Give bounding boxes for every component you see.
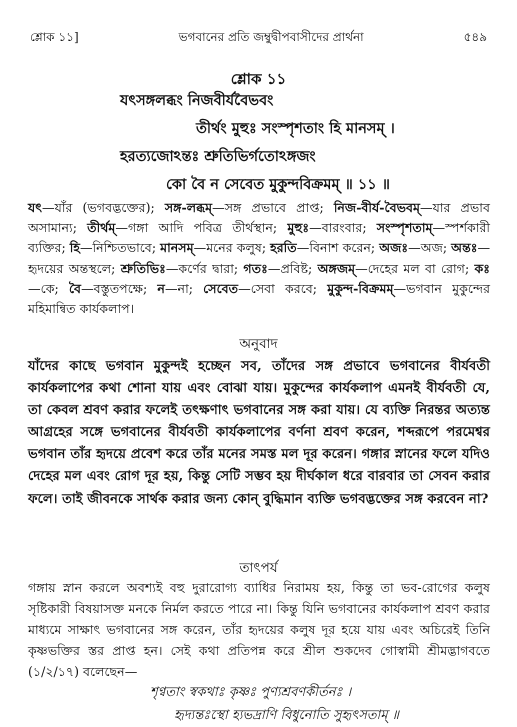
synonym-term: মুকুন্দ-বিক্রমম্ (327, 280, 394, 296)
running-header (30, 30, 487, 48)
synonym-term: বৈ (68, 280, 82, 296)
synonym-term: কঃ (474, 260, 491, 276)
synonym-term: অজঃ (379, 240, 409, 256)
synonym-meaning: অজ (420, 240, 443, 256)
synonym-term: অঙ্গজম্ (317, 260, 356, 276)
synonym-meaning: সেবা করবে (250, 280, 313, 296)
verse-number: শ্লোক ১১ (230, 70, 287, 88)
synonym-meaning: বস্তুতপক্ষে (93, 280, 143, 296)
synonym-meaning: হৃদয়ের অন্তস্থলে (28, 260, 112, 276)
synonym-term: সংস্পৃশতাম্ (376, 220, 433, 236)
synonym-term: নিজ-বীর্য-বৈভবম্ (333, 200, 421, 215)
verse-line: যৎসঙ্গলব্ধং নিজবীর্যবৈভবং (120, 92, 274, 109)
verse-line: কো বৈ ন সেবেত মুকুন্দবিক্রমম্ ॥ ১১ ॥ (166, 176, 390, 193)
synonym-term: তীর্থম্ (87, 220, 116, 236)
synonym-meaning: বিনাশ করেন (309, 240, 371, 256)
verse-line: তীর্থং মুহুঃ সংস্পৃশতাং হি মানসম্ । (196, 120, 395, 137)
synonym-meaning: বারংবার (321, 220, 363, 236)
synonym-meaning: ভগবান মুকুন্দের মহিমান্বিত কার্যকলাপ। (28, 280, 490, 317)
purport-quote-line: শৃণ্বতাং স্বকথাঃ কৃষ্ণঃ পুণ্যশ্রবণকীর্তনঃ । (150, 685, 352, 700)
synonym-term: হরতি (270, 240, 297, 256)
synonym-meaning: না (177, 280, 189, 296)
translation-text: যাঁদের কাছে ভগবান মুকুন্দই হচ্ছেন সব, তাঁদের সঙ্গ প্রভাবে ভগবানের বীর্যবতী কার্যকলাপের কথা শোনা যায় এবং বোঝা যায়। মুকুন্দের কার্যকলাপ এমনই বীর্যবতী যে, তা কেবল শ্রবণ করার ফলেই তৎক্ষণাৎ ভগবানের সঙ্গ করা যায়। যে ব্যক্তি নিরন্তর অত্যন্ত আগ্রহের সঙ্গে ভগবানের বীর্যবতী কার্যকলাপের বর্ণনা শ্রবণ করেন, শব্দরূপে পরমেশ্বর ভগবান তাঁর হৃদয়ে প্রবেশ করে তাঁর মনের সমস্ত মল দূর করেন। গঙ্গার স্নানের ফলে যদিও দেহের মল এবং রোগ দূর হয়, কিন্তু সেটি সম্ভব হয় দীর্ঘকাল ধরে বারবার তা সেবন করার ফলে। তাই জীবনকে সার্থক করার জন্য কোন্ বুদ্ধিমান ব্যক্তি ভগবদ্ভক্তের সঙ্গ করবেন না? (28, 359, 490, 507)
synonym-term: মুহুঃ (287, 220, 310, 236)
synonym-term: সেবেত (203, 280, 239, 296)
purport-heading: তাৎপর্য (239, 560, 278, 576)
synonym-term: হি (69, 240, 80, 256)
synonym-meaning: স্পর্শকারী ব্যক্তির (28, 220, 491, 256)
purport-text: গঙ্গায় স্নান করলে অবশ্যই বহু দুরারোগ্য ব্যাধির নিরাময় হয়, কিন্তু তা ভব-রোগের কলুষ সৃষ্টিকারী বিষয়াসক্ত মনকে নির্মল করতে পারে না। কিন্তু যিনি ভগবানের কার্যকলাপ শ্রবণ করার মাধ্যমে সাক্ষাৎ ভগবানের সঙ্গ করেন, তাঁর হৃদয়ের কলুষ দূর হয়ে যায় এবং অচিরেই তিনি কৃষ্ণভক্তির স্তর প্রাপ্ত হন। সেই কথা প্রতিপন্ন করে শ্রীল শুকদেব গোস্বামী শ্রীমদ্ভাগবতে (১/২/১৭) বলেছেন— (28, 580, 490, 679)
synonym-term: গতঃ (243, 260, 268, 276)
synonym-meaning: কর্ণের দ্বারা (178, 260, 234, 276)
verse-line: হরত্যজোঽন্তঃ শ্রুতিভির্গতোঽঙ্গজং (120, 148, 316, 165)
synonym-term: যৎ (28, 200, 42, 215)
purport-quote-line: হৃদ্যন্তঃস্থো হ্যভদ্রাণি বিধুনোতি সুহৃৎসতাম্ ॥ (174, 708, 400, 723)
synonym-term: ন (157, 280, 165, 296)
synonym-meaning: গঙ্গা আদি পবিত্র তীর্থস্থান (127, 220, 273, 236)
synonym-meaning: যাঁর (ভগবদ্ভক্তের) (54, 200, 151, 215)
synonym-meaning: নিশ্চিতভাবে (92, 240, 152, 256)
synonym-term: শ্রুতিভিঃ (120, 260, 166, 276)
synonym-term: অন্তঃ (451, 240, 478, 256)
synonym-meaning: যার প্রভাব অসামান্য (28, 200, 490, 236)
header-title: ভগবানের প্রতি জম্বুদ্বীপবাসীদের প্রার্থনা (178, 30, 364, 44)
synonym-meaning: মনের কলুষ (206, 240, 262, 256)
synonym-meaning: সঙ্গ প্রভাবে প্রাপ্ত (224, 200, 320, 215)
synonym-meaning: দেহের মল বা রোগ (367, 260, 465, 276)
translation-heading: অনুবাদ (239, 336, 278, 352)
header-verse-ref: শ্লোক ১১] (30, 30, 79, 44)
page-number: ৫৪৯ (463, 30, 487, 44)
word-for-word-synonyms: যৎ—যাঁর (ভগবদ্ভক্তের); সঙ্গ-লব্ধম্—সঙ্গ প্রভাবে প্রাপ্ত; নিজ-বীর্য-বৈভবম্—যার প্রভাব অসামান্য; তীর্থম্—গঙ্গা আদি পবিত্র তীর্থস্থান; মুহুঃ—বারংবার; সংস্পৃশতাম্—স্পর্শকারী ব্যক্তির; হি—নিশ্চিতভাবে; মানসম্—মনের কলুষ; হরতি—বিনাশ করেন; অজঃ—অজ; অন্তঃ—হৃদয়ের অন্তস্থলে; শ্রুতিভিঃ—কর্ণের দ্বারা; গতঃ—প্রবিষ্ট; অঙ্গজম্—দেহের মল বা রোগ; কঃ—কে; বৈ—বস্তুতপক্ষে; ন—না; সেবেত—সেবা করবে; মুকুন্দ-বিক্রমম্—ভগবান মুকুন্দের মহিমান্বিত কার্যকলাপ। (28, 200, 491, 317)
synonym-meaning: প্রবিষ্ট (280, 260, 308, 276)
synonym-term: মানসম্ (160, 240, 194, 256)
synonym-meaning: কে (40, 280, 55, 296)
synonym-term: সঙ্গ-লব্ধম্ (164, 200, 213, 215)
